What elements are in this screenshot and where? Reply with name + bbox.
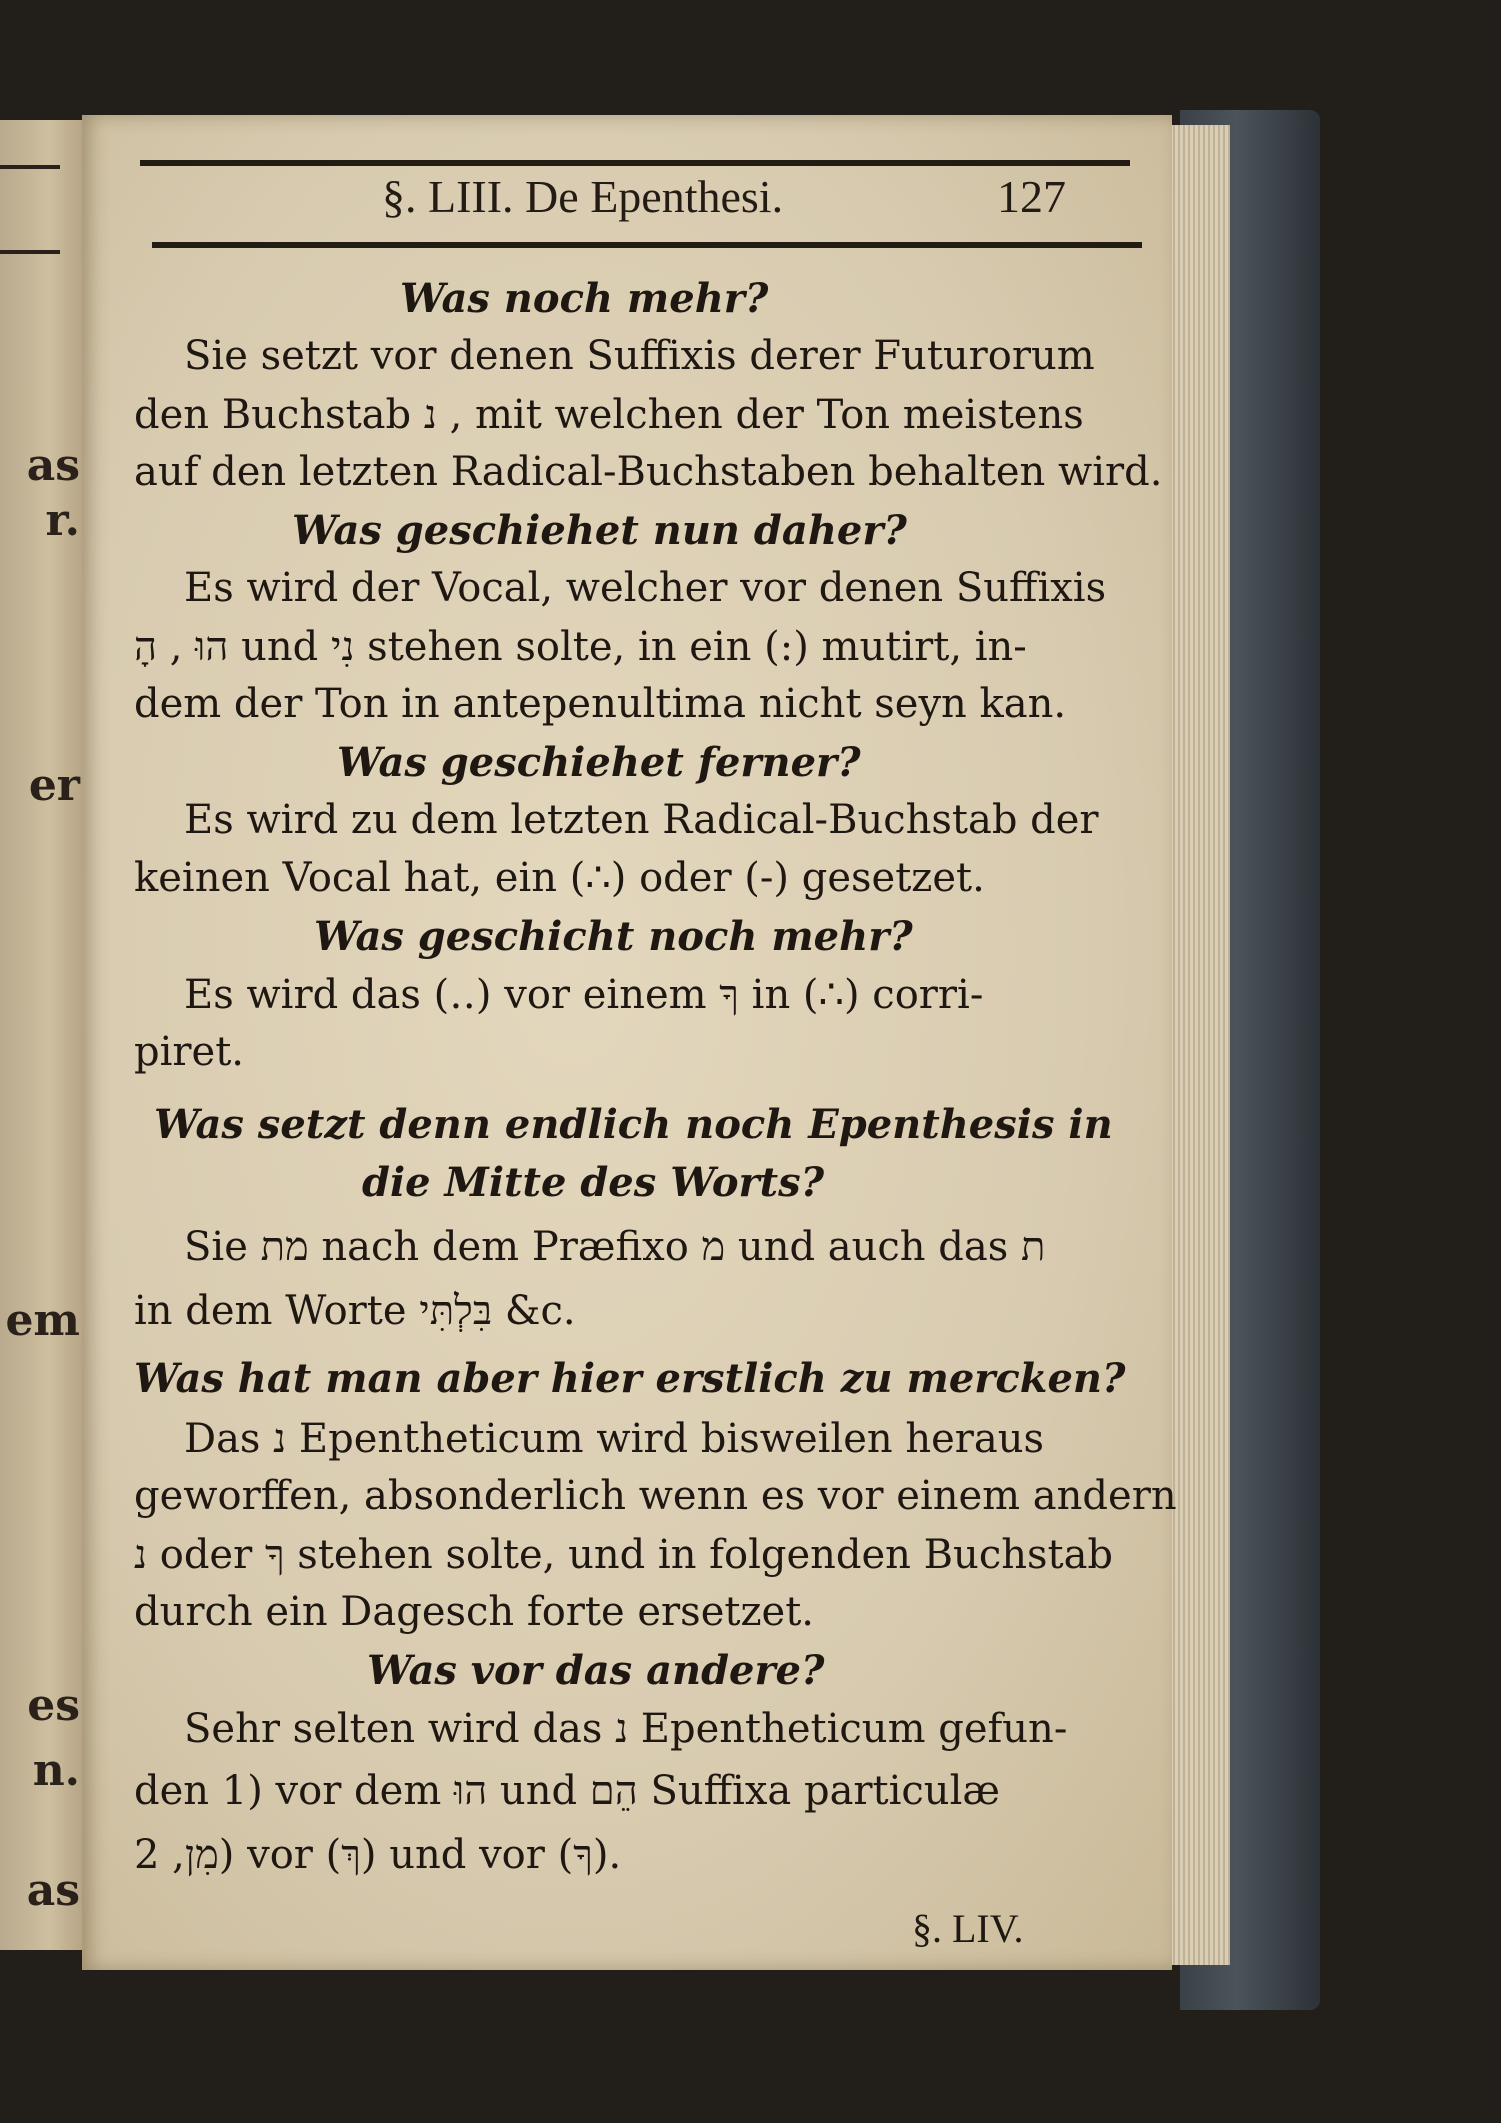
- text-line: Es wird das (‥) vor einem ךָ in (∴) corri-: [184, 972, 984, 1018]
- left-page-fragment: r.: [45, 495, 80, 546]
- text-line: הוּ , הָ und נִי stehen solte, in ein (:) mutirt, in-: [134, 624, 1027, 670]
- question-line: Was setzt denn endlich noch Epenthesis in: [154, 1101, 1113, 1148]
- book-page: [82, 115, 1177, 1970]
- left-page-fragment: em: [5, 1295, 80, 1346]
- left-page-fragment: as: [26, 1865, 80, 1916]
- text-line: Sehr selten wird das נ Epentheticum gefun-: [184, 1706, 1068, 1752]
- question-line: Was noch mehr?: [400, 275, 769, 322]
- page-number: 127: [997, 171, 1066, 222]
- question-line: Was hat man aber hier erstlich zu mercken?: [134, 1355, 1126, 1402]
- question-line: die Mitte des Worts?: [362, 1159, 825, 1206]
- text-line: durch ein Dagesch forte ersetzet.: [134, 1589, 814, 1635]
- text-line: geworffen, absonderlich wenn es vor einem andern: [134, 1473, 1177, 1519]
- text-line: piret.: [134, 1029, 244, 1075]
- left-page-fragment: es: [27, 1680, 80, 1731]
- left-page-fragment: er: [28, 760, 80, 811]
- text-line: den 1) vor dem הוּ und הֵם Suffixa particulæ: [134, 1768, 1000, 1814]
- text-line: in dem Worte בִּלְתִּי &c.: [134, 1288, 576, 1334]
- text-line: keinen Vocal hat, ein (∴) oder (-) gesetzet.: [134, 855, 985, 901]
- header-bottom-rule: [152, 242, 1142, 248]
- left-facing-page: [0, 120, 90, 1950]
- text-line: Das נ Epentheticum wird bisweilen heraus: [184, 1416, 1045, 1462]
- text-line: נ oder ךָ stehen solte, und in folgenden Buchstab: [134, 1532, 1114, 1578]
- text-line: Es wird der Vocal, welcher vor denen Suffixis: [184, 565, 1107, 611]
- text-line: Sie setzt vor denen Suffixis derer Futurorum: [184, 333, 1095, 379]
- header-top-rule: [140, 160, 1130, 166]
- question-line: Was vor das andere?: [367, 1647, 825, 1694]
- text-line: auf den letzten Radical-Buchstaben behalten wird.: [134, 449, 1163, 495]
- text-line: Sie מת nach dem Præfixo מ und auch das ת: [184, 1224, 1046, 1270]
- question-line: Was geschiehet ferner?: [337, 739, 861, 786]
- catchword: §. LIV.: [912, 1906, 1024, 1951]
- text-line: מִן, 2) vor (ךְ) und vor (ךָ).: [134, 1832, 622, 1878]
- text-line: dem der Ton in antepenultima nicht seyn kan.: [134, 681, 1067, 727]
- question-line: Was geschiehet nun daher?: [292, 507, 907, 554]
- running-head: §. LIII. De Epenthesi.: [382, 171, 784, 222]
- text-line: Es wird zu dem letzten Radical-Buchstab der: [184, 797, 1099, 843]
- question-line: Was geschicht noch mehr?: [314, 913, 913, 960]
- left-page-fragment: as: [26, 440, 80, 491]
- left-page-rule: [0, 165, 60, 169]
- left-page-fragment: n.: [32, 1745, 80, 1796]
- text-line: den Buchstab נ , mit welchen der Ton meistens: [134, 392, 1084, 438]
- left-page-rule: [0, 250, 60, 254]
